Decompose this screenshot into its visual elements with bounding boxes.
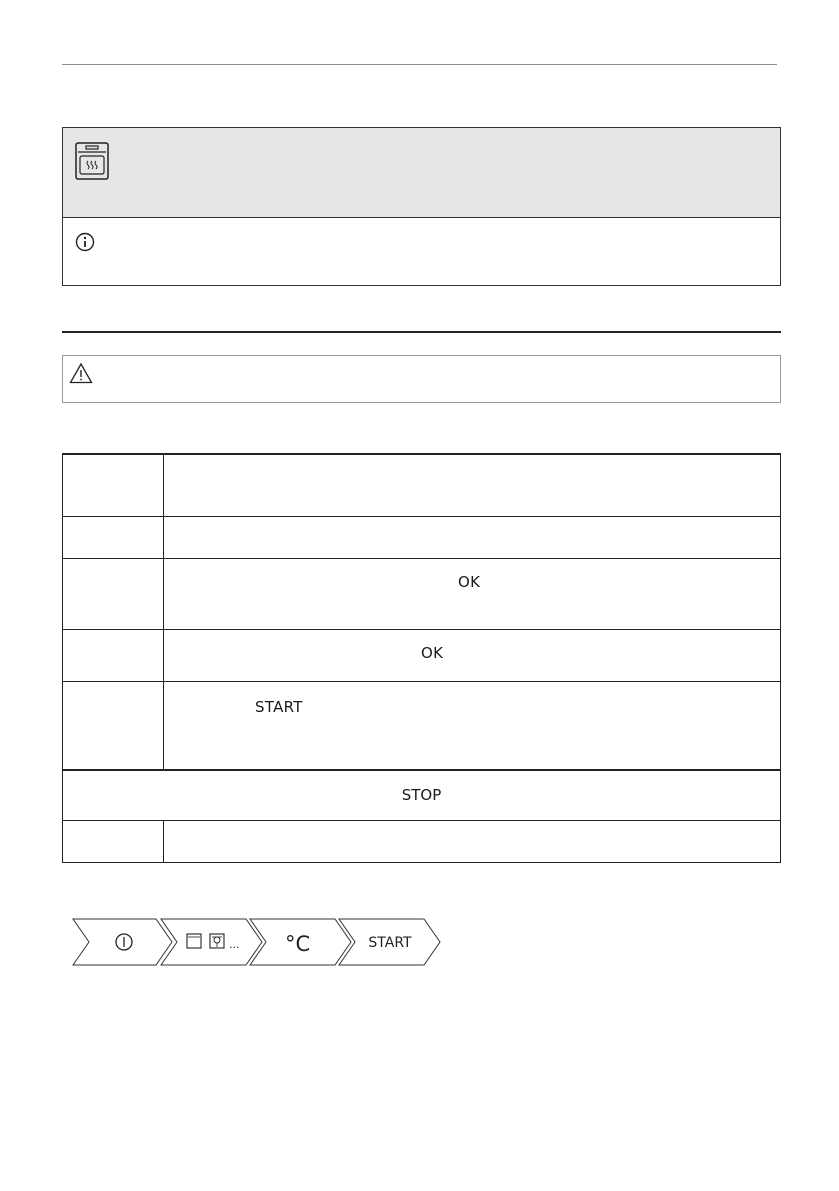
start-key-label: START <box>255 697 303 716</box>
step-text-cell <box>164 454 781 516</box>
step-text-cell <box>164 820 781 862</box>
section-rule <box>62 331 781 333</box>
temperature-icon: °C <box>285 932 311 956</box>
ok-key-label: OK <box>458 572 481 591</box>
table-row <box>63 629 781 681</box>
ok-key-label: OK <box>421 643 444 662</box>
stop-cell <box>63 770 781 820</box>
step-cell <box>63 558 164 629</box>
step-text-cell <box>164 558 781 629</box>
step-text-cell <box>164 516 781 558</box>
table-row <box>63 516 781 558</box>
header-rule <box>62 64 777 65</box>
step-cell <box>63 454 164 516</box>
oven-icon <box>75 142 109 180</box>
step-cell <box>63 820 164 862</box>
step-text-cell <box>164 629 781 681</box>
stop-key-label: STOP <box>401 786 442 805</box>
flow-step-start <box>339 919 440 965</box>
table-row <box>63 454 781 516</box>
step-text-cell <box>164 681 781 770</box>
table-row <box>63 770 781 820</box>
heating-functions-more: ... <box>229 938 240 951</box>
table-row <box>63 820 781 862</box>
function-header <box>63 128 780 218</box>
step-cell <box>63 629 164 681</box>
info-icon <box>75 232 95 252</box>
function-info-box <box>62 127 781 286</box>
flow-step-power <box>73 919 172 965</box>
quick-start-flow <box>72 916 442 968</box>
flow-step-heating-function <box>161 919 262 965</box>
step-cell <box>63 516 164 558</box>
warning-box <box>62 355 781 403</box>
table-row <box>63 681 781 770</box>
step-cell <box>63 681 164 770</box>
steps-table <box>62 453 781 863</box>
table-row <box>63 558 781 629</box>
flow-step-temperature <box>250 919 351 965</box>
flow-start-label: START <box>368 935 412 951</box>
warning-icon <box>69 362 93 384</box>
